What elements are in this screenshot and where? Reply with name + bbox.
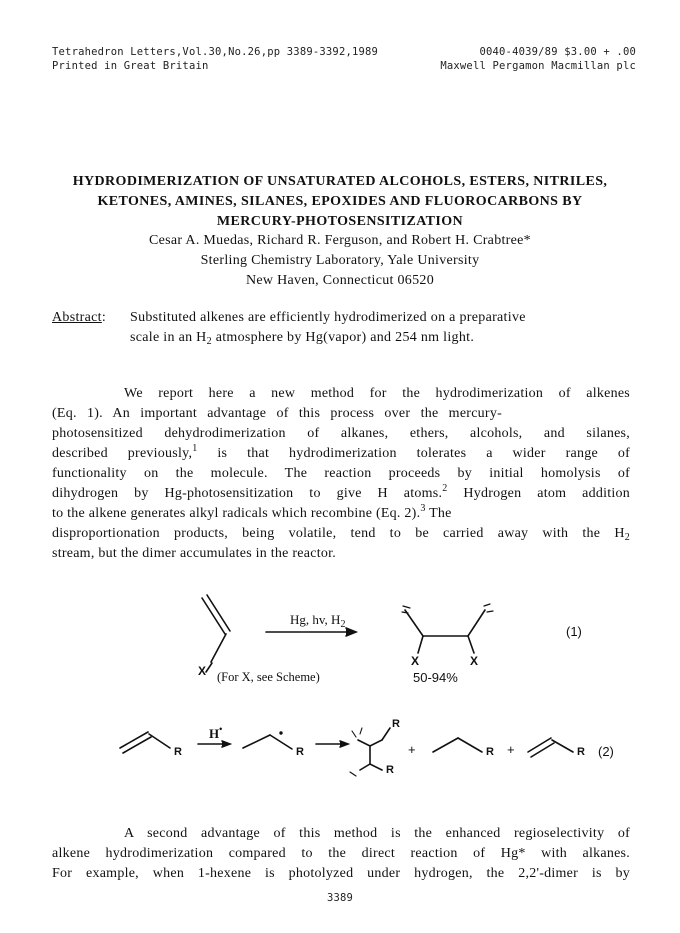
eq1-product-x-left: X [411, 654, 420, 668]
paper-title-line-3: MERCURY-PHOTOSENSITIZATION [216, 214, 464, 229]
body-p2-line-1: A second advantage of this method is the enhanced regioselectivity of [124, 826, 630, 841]
body-p1-line-7: to the alkene generates alkyl radicals which recombine (Eq. 2).$^3$ The [52, 503, 452, 521]
author-affiliation: Sterling Chemistry Laboratory, Yale University [200, 253, 480, 268]
body-p1-line-6: dihydrogen by Hg-photosensitization to give H atoms.$^2$ Hydrogen atom addition [52, 483, 630, 501]
eq2-r3-top: R [392, 718, 400, 730]
eq2-plus-2: + [507, 742, 515, 757]
paper-title-line-2: KETONES, AMINES, SILANES, EPOXIDES AND FLUOROCARBONS BY [97, 194, 583, 209]
eq1-yield: 50-94% [413, 670, 458, 685]
eq2-alkene-product [528, 738, 573, 757]
eq2-r5: R [577, 746, 585, 758]
body-p2-line-2: alkene hydrodimerization compared to the direct reaction of Hg* with alkanes. [52, 846, 630, 861]
eq2-alkene-1 [120, 732, 170, 753]
eq2-r4: R [486, 746, 494, 758]
paper-title-line-1: HYDRODIMERIZATION OF UNSATURATED ALCOHOLS, ESTERS, NITRILES, [72, 174, 608, 189]
eq2-plus-1: + [408, 742, 416, 757]
eq2-r1: R [174, 746, 182, 758]
page-number: 3389 [326, 892, 354, 904]
abstract-line-2: scale in an $H_2$ atmosphere by Hg(vapor) and 254 nm light. [130, 330, 475, 347]
abstract-label: Abstract [52, 310, 102, 325]
body-p2-line-3: For example, when 1-hexene is photolyzed under hydrogen, the 2,2'-dimer is by [52, 866, 630, 881]
eq2-h-radical: H• [209, 724, 223, 741]
body-p1-line-4: described previously,$^1$ is that hydrodimerization tolerates a wider range of [52, 443, 630, 461]
eq1-product-x-right: X [470, 654, 479, 668]
body-p1-line-8: disproportionation products, being volatile, tend to be carried away with the $H_2$ [52, 526, 630, 543]
author-address: New Haven, Connecticut 06520 [245, 273, 435, 288]
abstract-line-1: Substituted alkenes are efficiently hydrodimerized on a preparative [130, 310, 526, 325]
eq2-arrow-2 [316, 741, 348, 747]
printed-in: Printed in Great Britain [52, 60, 209, 72]
body-p1-line-2: (Eq. 1). An important advantage of this process over the mercury- [52, 406, 502, 421]
eq1-reagents: Hg, hv, $H_2$ [290, 612, 346, 630]
body-p1-line-9: stream, but the dimer accumulates in the reactor. [52, 546, 336, 561]
eq2-number: (2) [598, 744, 614, 759]
eq2-r2: R [296, 746, 304, 758]
eq1-reactant-structure [202, 595, 230, 672]
eq2-alkane-product [433, 738, 482, 752]
body-p1-line-5: functionality on the molecule. The reaction proceeds by initial homolysis of [52, 466, 630, 481]
body-p1-line-3: photosensitized dehydrodimerization of alkanes, ethers, alcohols, and silanes, [52, 426, 630, 441]
eq1-product-structure [402, 604, 493, 653]
article-price-code: 0040-4039/89 $3.00 + .00 [479, 46, 636, 58]
eq1-note: (For X, see Scheme) [217, 670, 320, 684]
eq1-number: (1) [566, 624, 582, 639]
body-p1-line-1: We report here a new method for the hydrodimerization of alkenes [124, 386, 630, 401]
eq2-dimer-structure [350, 728, 390, 776]
author-names: Cesar A. Muedas, Richard R. Ferguson, and Robert H. Crabtree* [149, 233, 531, 248]
eq2-r3-bottom: R [386, 764, 394, 776]
abstract-colon: : [101, 310, 107, 325]
publisher: Maxwell Pergamon Macmillan plc [440, 60, 636, 72]
eq2-radical-structure [243, 732, 292, 749]
journal-citation: Tetrahedron Letters,Vol.30,No.26,pp 3389-3392,1989 [52, 46, 379, 58]
eq1-reactant-x: X [198, 664, 207, 678]
